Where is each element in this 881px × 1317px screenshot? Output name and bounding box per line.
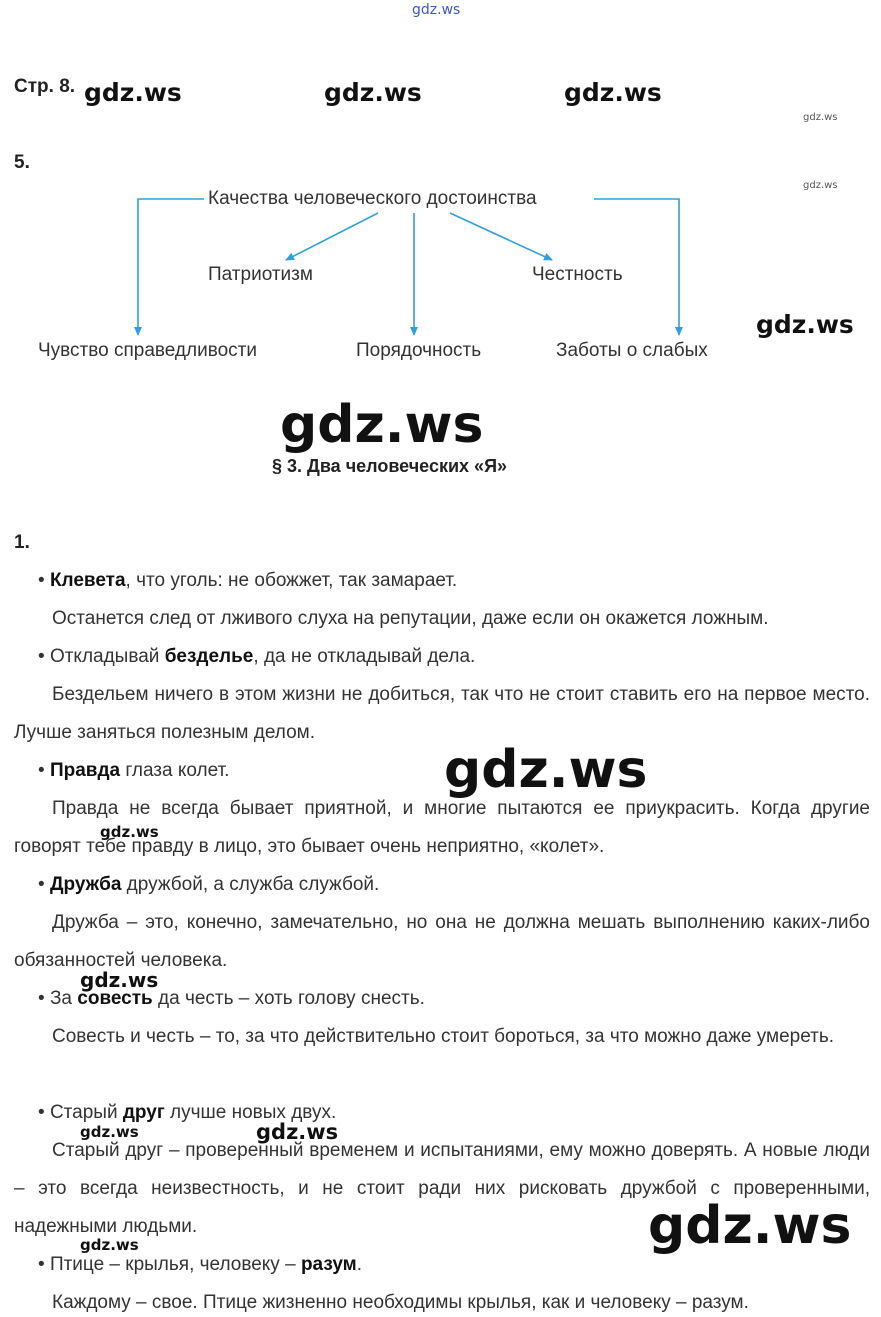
watermark: gdz.ws — [84, 78, 182, 107]
diagram-decency: Порядочность — [356, 340, 482, 361]
task-number: 5. — [14, 152, 30, 173]
watermark: gdz.ws — [256, 1120, 339, 1144]
watermark-large: gdz.ws — [280, 395, 484, 455]
section-title: § 3. Два человеческих «Я» — [272, 456, 508, 476]
watermark-large: gdz.ws — [444, 740, 648, 800]
diagram-honesty: Честность — [532, 264, 623, 285]
watermark-tiny: gdz.ws — [803, 180, 838, 191]
arrow-to-justice — [138, 199, 204, 335]
explanation: Останется след от лживого слуха на репутации, даже если он окажется ложным. — [52, 608, 769, 629]
watermark: gdz.ws — [80, 1123, 139, 1141]
watermark: gdz.ws — [324, 78, 422, 107]
watermark-large: gdz.ws — [648, 1196, 852, 1256]
explanation: Дружба – это, конечно, замечательно, но она не должна мешать выполнению каких-либо обязанностей человека. — [14, 912, 870, 971]
arrow-to-honesty — [450, 213, 552, 260]
explanation: Бездельем ничего в этом жизни не добиться, так что не стоит ставить его на первое место. Лучше заняться полезным делом. — [14, 684, 870, 743]
proverb: • Старый друг лучше новых двух. — [38, 1102, 337, 1123]
proverb: • Откладывай безделье, да не откладывай дела. — [38, 646, 476, 667]
explanation: Совесть и честь – то, за что действительно стоит бороться, за что можно даже умереть. — [52, 1026, 835, 1047]
watermark: gdz.ws — [564, 78, 662, 107]
watermark: gdz.ws — [80, 1236, 139, 1254]
watermark-tiny: gdz.ws — [803, 112, 838, 123]
diagram-patriotism: Патриотизм — [208, 264, 313, 285]
proverb: • Правда глаза колет. — [38, 760, 230, 781]
explanation: Каждому – свое. Птице жизненно необходимы крылья, как и человеку – разум. — [52, 1292, 749, 1313]
watermark: gdz.ws — [100, 823, 159, 841]
proverb: • Дружба дружбой, а служба службой. — [38, 874, 380, 895]
proverb: • Птице – крылья, человеку – разум. — [38, 1254, 362, 1275]
proverb: • Клевета, что уголь: не обожжет, так замарает. — [38, 570, 458, 591]
diagram-justice: Чувство справедливости — [38, 340, 257, 361]
diagram-root: Качества человеческого достоинства — [208, 188, 537, 209]
diagram-care: Заботы о слабых — [556, 340, 708, 361]
proverb: • За совесть да честь – хоть голову снесть. — [38, 988, 425, 1009]
page-label: Стр. 8. — [14, 76, 76, 97]
task-number: 1. — [14, 532, 30, 553]
arrow-to-patriotism — [286, 213, 378, 260]
explanation: Правда не всегда бывает приятной, и многие пытаются ее приукрасить. Когда другие говорят тебе правду в лицо, это бывает очень неприятно, «колет». — [14, 798, 870, 857]
watermark: gdz.ws — [80, 968, 159, 992]
explanation: Старый друг – проверенный временем и испытаниями, ему можно доверять. А новые люди – это всегда неизвестность, и не стоит ради них рисковать дружбой с проверенными, надежными людьми. — [14, 1140, 870, 1237]
watermark-top: gdz.ws — [412, 2, 461, 18]
watermark: gdz.ws — [756, 310, 854, 339]
